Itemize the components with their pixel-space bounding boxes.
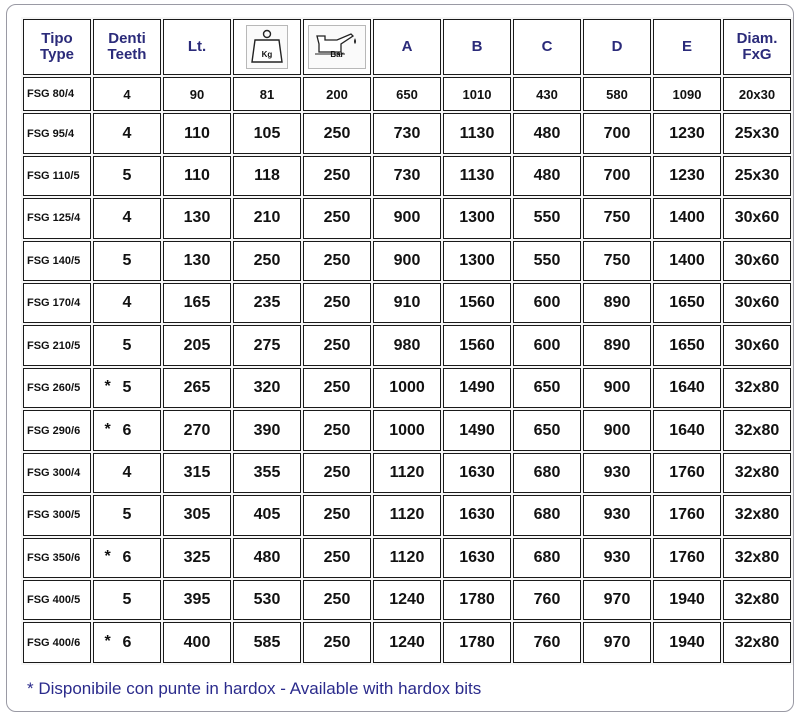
- cell-teeth: [93, 77, 161, 111]
- spec-table: [21, 17, 793, 665]
- cell-teeth: [93, 325, 161, 365]
- cell-e: 1760: [653, 495, 721, 535]
- cell-diam: 25x30: [723, 113, 791, 153]
- cell-e: 1400: [653, 241, 721, 281]
- cell-diam: 30x60: [723, 241, 791, 281]
- teeth-wrapper: [123, 337, 132, 355]
- cell-c: 680: [513, 495, 581, 535]
- cell-a: 900: [373, 198, 441, 238]
- cell-c: 650: [513, 368, 581, 408]
- cell-kg: 585: [233, 622, 301, 663]
- teeth-wrapper: [123, 125, 132, 143]
- weight-icon: [246, 25, 288, 69]
- teeth-value: 4: [123, 86, 131, 102]
- cell-diam: 32x80: [723, 368, 791, 408]
- cell-b: 1130: [443, 113, 511, 153]
- header-type: [23, 19, 91, 75]
- cell-type: FSG 170/4: [23, 283, 91, 323]
- hardox-star: *: [104, 547, 111, 565]
- teeth-value: 5: [122, 251, 132, 269]
- cell-teeth: [93, 198, 161, 238]
- teeth-wrapper: [123, 464, 132, 482]
- table-row: [23, 283, 791, 323]
- cell-a: 1120: [373, 495, 441, 535]
- cell-a: 1240: [373, 580, 441, 620]
- cell-type: FSG 80/4: [23, 77, 91, 111]
- cell-teeth: [93, 495, 161, 535]
- cell-e: 1650: [653, 283, 721, 323]
- cell-kg: 390: [233, 410, 301, 450]
- cell-lt: 110: [163, 113, 231, 153]
- header-diam-2: FxG: [742, 46, 772, 63]
- cell-lt: 130: [163, 241, 231, 281]
- oil-can-icon: [308, 25, 366, 69]
- teeth-wrapper: [123, 506, 132, 524]
- cell-lt: 130: [163, 198, 231, 238]
- cell-kg: 105: [233, 113, 301, 153]
- table-header: [23, 19, 791, 75]
- cell-e: 1640: [653, 410, 721, 450]
- cell-diam: 32x80: [723, 580, 791, 620]
- cell-lt: 305: [163, 495, 231, 535]
- cell-b: 1780: [443, 580, 511, 620]
- cell-a: 1000: [373, 368, 441, 408]
- cell-d: 890: [583, 283, 651, 323]
- cell-type: FSG 110/5: [23, 156, 91, 196]
- cell-d: 930: [583, 453, 651, 493]
- header-teeth: [93, 19, 161, 75]
- teeth-value: 4: [122, 209, 132, 227]
- header-type-en: Type: [40, 46, 74, 63]
- teeth-wrapper: [104, 632, 132, 652]
- cell-diam: 20x30: [723, 77, 791, 111]
- cell-bar: 200: [303, 77, 371, 111]
- cell-type: FSG 290/6: [23, 410, 91, 450]
- cell-a: 980: [373, 325, 441, 365]
- cell-kg: 480: [233, 538, 301, 578]
- header-d: D: [583, 19, 651, 75]
- cell-d: 900: [583, 368, 651, 408]
- cell-type: FSG 400/5: [23, 580, 91, 620]
- header-teeth-en: Teeth: [107, 46, 147, 63]
- table-row: [23, 580, 791, 620]
- cell-b: 1630: [443, 453, 511, 493]
- teeth-wrapper: [104, 547, 132, 567]
- cell-lt: 270: [163, 410, 231, 450]
- table-row: [23, 622, 791, 663]
- table-row: [23, 538, 791, 578]
- cell-b: 1300: [443, 198, 511, 238]
- header-lt: Lt.: [163, 19, 231, 75]
- table-row: [23, 410, 791, 450]
- table-row: [23, 77, 791, 111]
- cell-b: 1490: [443, 368, 511, 408]
- cell-lt: 90: [163, 77, 231, 111]
- cell-e: 1760: [653, 538, 721, 578]
- cell-e: 1650: [653, 325, 721, 365]
- hardox-star: *: [104, 632, 111, 650]
- cell-a: 650: [373, 77, 441, 111]
- teeth-value: 5: [122, 166, 132, 184]
- cell-e: 1940: [653, 580, 721, 620]
- cell-diam: 32x80: [723, 538, 791, 578]
- cell-bar: 250: [303, 113, 371, 153]
- cell-a: 730: [373, 156, 441, 196]
- table-row: [23, 156, 791, 196]
- cell-lt: 315: [163, 453, 231, 493]
- cell-kg: 118: [233, 156, 301, 196]
- cell-d: 930: [583, 538, 651, 578]
- cell-lt: 325: [163, 538, 231, 578]
- footnote: * Disponibile con punte in hardox - Available with hardox bits: [27, 679, 482, 698]
- cell-e: 1640: [653, 368, 721, 408]
- cell-c: 680: [513, 538, 581, 578]
- table-row: [23, 325, 791, 365]
- table-row: [23, 368, 791, 408]
- cell-diam: 32x80: [723, 622, 791, 663]
- header-b: B: [443, 19, 511, 75]
- cell-teeth: [93, 156, 161, 196]
- cell-b: 1630: [443, 495, 511, 535]
- cell-type: FSG 300/4: [23, 453, 91, 493]
- cell-e: 1940: [653, 622, 721, 663]
- cell-teeth: [93, 453, 161, 493]
- teeth-value: 6: [122, 548, 132, 566]
- teeth-wrapper: [104, 420, 132, 440]
- cell-kg: 405: [233, 495, 301, 535]
- cell-lt: 205: [163, 325, 231, 365]
- cell-bar: 250: [303, 453, 371, 493]
- cell-bar: 250: [303, 198, 371, 238]
- cell-c: 680: [513, 453, 581, 493]
- cell-bar: 250: [303, 622, 371, 663]
- cell-d: 700: [583, 156, 651, 196]
- table-row: [23, 113, 791, 153]
- cell-d: 900: [583, 410, 651, 450]
- cell-teeth: [93, 622, 161, 663]
- cell-c: 480: [513, 156, 581, 196]
- header-diam-1: Diam.: [736, 30, 778, 47]
- cell-d: 700: [583, 113, 651, 153]
- cell-kg: 275: [233, 325, 301, 365]
- hardox-star: *: [104, 420, 111, 438]
- cell-teeth: [93, 410, 161, 450]
- cell-a: 1000: [373, 410, 441, 450]
- teeth-value: 5: [122, 336, 132, 354]
- cell-b: 1490: [443, 410, 511, 450]
- cell-c: 600: [513, 325, 581, 365]
- cell-c: 760: [513, 580, 581, 620]
- teeth-wrapper: [123, 209, 132, 227]
- teeth-value: 4: [122, 463, 132, 481]
- cell-b: 1630: [443, 538, 511, 578]
- header-e: E: [653, 19, 721, 75]
- header-c: C: [513, 19, 581, 75]
- pressure-icon-label: Bar: [330, 50, 344, 59]
- cell-kg: 210: [233, 198, 301, 238]
- teeth-value: 5: [122, 379, 132, 397]
- cell-kg: 81: [233, 77, 301, 111]
- cell-a: 900: [373, 241, 441, 281]
- cell-kg: 355: [233, 453, 301, 493]
- cell-a: 730: [373, 113, 441, 153]
- teeth-value: 5: [122, 506, 132, 524]
- cell-teeth: [93, 113, 161, 153]
- cell-a: 1120: [373, 453, 441, 493]
- cell-e: 1230: [653, 156, 721, 196]
- cell-bar: 250: [303, 368, 371, 408]
- cell-lt: 165: [163, 283, 231, 323]
- cell-teeth: [93, 368, 161, 408]
- cell-lt: 110: [163, 156, 231, 196]
- cell-d: 930: [583, 495, 651, 535]
- table-row: [23, 453, 791, 493]
- cell-d: 970: [583, 622, 651, 663]
- cell-bar: 250: [303, 325, 371, 365]
- header-type-it: Tipo: [41, 30, 73, 47]
- cell-bar: 250: [303, 283, 371, 323]
- cell-d: 750: [583, 198, 651, 238]
- cell-type: FSG 210/5: [23, 325, 91, 365]
- cell-e: 1400: [653, 198, 721, 238]
- teeth-value: 4: [122, 124, 132, 142]
- cell-b: 1560: [443, 283, 511, 323]
- cell-lt: 400: [163, 622, 231, 663]
- cell-type: FSG 260/5: [23, 368, 91, 408]
- cell-type: FSG 95/4: [23, 113, 91, 153]
- cell-b: 1780: [443, 622, 511, 663]
- cell-teeth: [93, 241, 161, 281]
- cell-type: FSG 350/6: [23, 538, 91, 578]
- cell-diam: 32x80: [723, 453, 791, 493]
- cell-c: 550: [513, 241, 581, 281]
- cell-type: FSG 125/4: [23, 198, 91, 238]
- cell-bar: 250: [303, 410, 371, 450]
- table-body: [23, 77, 791, 663]
- cell-d: 580: [583, 77, 651, 111]
- cell-c: 550: [513, 198, 581, 238]
- cell-bar: 250: [303, 538, 371, 578]
- teeth-wrapper: [123, 294, 132, 312]
- cell-teeth: [93, 538, 161, 578]
- cell-diam: 30x60: [723, 325, 791, 365]
- cell-b: 1130: [443, 156, 511, 196]
- cell-c: 430: [513, 77, 581, 111]
- cell-bar: 250: [303, 580, 371, 620]
- cell-type: FSG 300/5: [23, 495, 91, 535]
- cell-teeth: [93, 283, 161, 323]
- header-weight: [233, 19, 301, 75]
- teeth-value: 6: [122, 421, 132, 439]
- cell-e: 1090: [653, 77, 721, 111]
- cell-diam: 32x80: [723, 410, 791, 450]
- cell-d: 970: [583, 580, 651, 620]
- cell-bar: 250: [303, 156, 371, 196]
- cell-c: 760: [513, 622, 581, 663]
- cell-diam: 30x60: [723, 198, 791, 238]
- table-row: [23, 241, 791, 281]
- cell-c: 600: [513, 283, 581, 323]
- cell-b: 1010: [443, 77, 511, 111]
- cell-kg: 320: [233, 368, 301, 408]
- cell-e: 1230: [653, 113, 721, 153]
- hardox-star: *: [104, 378, 111, 396]
- header-row: [23, 19, 791, 75]
- cell-type: FSG 400/6: [23, 622, 91, 663]
- cell-b: 1560: [443, 325, 511, 365]
- header-diam: [723, 19, 791, 75]
- table-row: [23, 495, 791, 535]
- teeth-value: 5: [122, 591, 132, 609]
- cell-c: 480: [513, 113, 581, 153]
- teeth-wrapper: [123, 591, 132, 609]
- weight-icon-label: Kg: [261, 50, 273, 59]
- cell-diam: 30x60: [723, 283, 791, 323]
- cell-a: 1120: [373, 538, 441, 578]
- cell-a: 1240: [373, 622, 441, 663]
- teeth-wrapper: [123, 87, 130, 102]
- header-teeth-it: Denti: [108, 30, 146, 47]
- cell-b: 1300: [443, 241, 511, 281]
- header-pressure: [303, 19, 371, 75]
- cell-e: 1760: [653, 453, 721, 493]
- table-row: [23, 198, 791, 238]
- header-a: A: [373, 19, 441, 75]
- cell-kg: 235: [233, 283, 301, 323]
- cell-diam: 32x80: [723, 495, 791, 535]
- cell-c: 650: [513, 410, 581, 450]
- cell-a: 910: [373, 283, 441, 323]
- cell-bar: 250: [303, 495, 371, 535]
- cell-teeth: [93, 580, 161, 620]
- teeth-wrapper: [104, 378, 132, 397]
- cell-lt: 395: [163, 580, 231, 620]
- cell-d: 890: [583, 325, 651, 365]
- cell-kg: 530: [233, 580, 301, 620]
- cell-type: FSG 140/5: [23, 241, 91, 281]
- cell-diam: 25x30: [723, 156, 791, 196]
- cell-d: 750: [583, 241, 651, 281]
- cell-lt: 265: [163, 368, 231, 408]
- spec-panel: [6, 4, 794, 712]
- cell-bar: 250: [303, 241, 371, 281]
- teeth-wrapper: [123, 167, 132, 185]
- teeth-value: 6: [122, 633, 132, 651]
- teeth-value: 4: [122, 294, 132, 312]
- teeth-wrapper: [123, 252, 132, 270]
- cell-kg: 250: [233, 241, 301, 281]
